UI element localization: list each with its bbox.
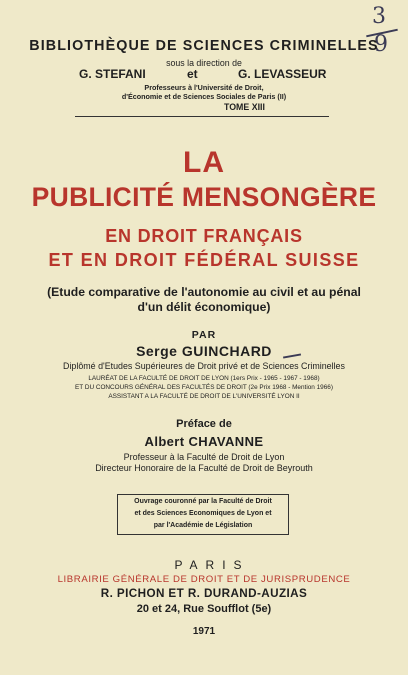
divider-rule xyxy=(75,116,329,117)
series-editor-1: G. STEFANI xyxy=(79,67,146,81)
series-tome: TOME XIII xyxy=(224,102,265,112)
preface-author-role-1: Professeur à la Faculté de Droit de Lyon xyxy=(123,452,285,462)
author-name: Serge GUINCHARD xyxy=(136,343,272,359)
series-editor-2: G. LEVASSEUR xyxy=(238,67,327,81)
series-direction-label: sous la direction de xyxy=(166,58,242,68)
author-credential-2: LAURÉAT DE LA FACULTÉ DE DROIT DE LYON (1ers Prix - 1965 - 1967 - 1968) xyxy=(88,375,320,382)
preface-label: Préface de xyxy=(176,418,232,430)
handwritten-annotation xyxy=(362,2,404,64)
handwritten-number-top: 3 xyxy=(372,4,386,29)
series-title: BIBLIOTHÈQUE DE SCIENCES CRIMINELLES xyxy=(29,38,379,54)
series-affiliation-2: d'Économie et de Sciences Sociales de Paris (II) xyxy=(121,92,287,101)
handwritten-number-bottom: 9 xyxy=(374,32,388,57)
imprint-publisher: LIBRAIRIE GÉNÉRALE DE DROIT ET DE JURISPRUDENCE xyxy=(57,574,351,585)
award-line-2: et des Sciences Economiques de Lyon et xyxy=(134,510,272,517)
imprint-printer: R. PICHON ET R. DURAND-AUZIAS xyxy=(100,587,308,600)
author-by-label: PAR xyxy=(191,329,217,341)
imprint-year: 1971 xyxy=(192,626,216,637)
preface-author-role-2: Directeur Honoraire de la Faculté de Droit de Beyrouth xyxy=(95,463,313,473)
award-line-3: par l'Académie de Législation xyxy=(153,522,253,529)
imprint-city: PARIS xyxy=(174,558,250,572)
imprint-address: 20 et 24, Rue Soufflot (5e) xyxy=(136,603,272,615)
author-credential-3: ET DU CONCOURS GÉNÉRAL DES FACULTÉS DE DROIT (2e Prix 1968 - Mention 1966) xyxy=(75,384,333,391)
book-description-1: (Etude comparative de l'autonomie au civil et au pénal xyxy=(47,285,361,299)
award-box xyxy=(117,494,289,535)
award-line-1: Ouvrage couronné par la Faculté de Droit xyxy=(134,498,272,505)
book-title-line-2: PUBLICITÉ MENSONGÈRE xyxy=(31,182,377,212)
book-description-2: d'un délit économique) xyxy=(137,300,271,314)
author-credential-1: Diplômé d'Etudes Supérieures de Droit privé et de Sciences Criminelles xyxy=(63,361,345,371)
preface-author-name: Albert CHAVANNE xyxy=(144,434,264,449)
book-title-line-1: LA xyxy=(183,146,225,179)
book-subtitle-2: ET EN DROIT FÉDÉRAL SUISSE xyxy=(48,250,360,270)
series-affiliation-1: Professeurs à l'Université de Droit, xyxy=(144,83,264,92)
series-editor-conjunction: et xyxy=(187,67,198,81)
book-subtitle-1: EN DROIT FRANÇAIS xyxy=(105,226,303,246)
author-credential-4: ASSISTANT A LA FACULTÉ DE DROIT DE L'UNIVERSITÉ LYON II xyxy=(108,393,300,400)
